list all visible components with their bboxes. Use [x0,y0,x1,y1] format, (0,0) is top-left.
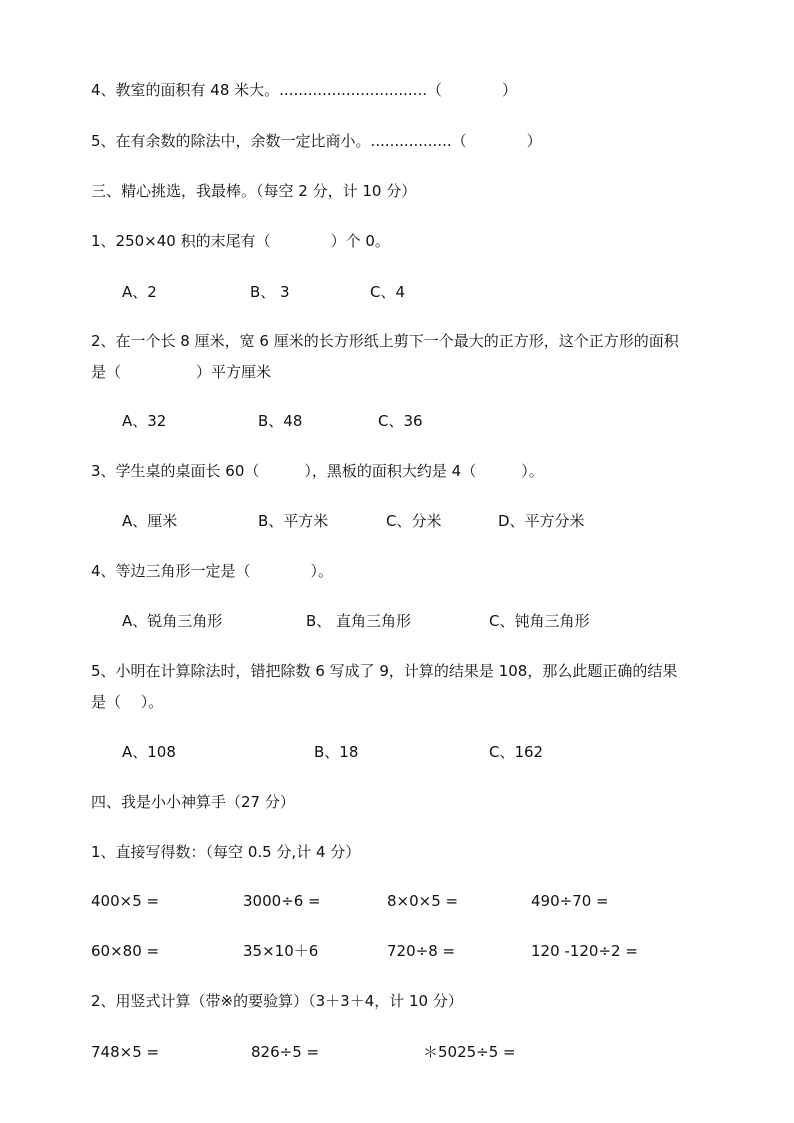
oral-calc-item: 3000÷6 = [243,892,321,910]
choice-question-1: 1、250×40 积的末尾有（ ）个 0。 [91,232,390,250]
choice-option: D、平方分米 [498,512,585,530]
choice-option: C、4 [370,283,406,301]
oral-calc-item: 8×0×5 = [387,892,459,910]
section-3-title: 三、精心挑选，我最棒。（每空 2 分，计 10 分） [91,182,417,200]
oral-calc-item: 35×10＋6 [243,942,319,960]
vertical-calc-item: 826÷5 = [251,1043,320,1061]
choice-option: B、平方米 [258,512,329,530]
oral-calc-item: 60×80 = [91,942,160,960]
oral-calc-item: 120 -120÷2 = [531,942,638,960]
choice-option: C、分米 [386,512,442,530]
choice-question-5-line2: 是（ ）。 [91,693,164,711]
choice-question-2-line1: 2、在一个长 8 厘米，宽 6 厘米的长方形纸上剪下一个最大的正方形，这个正方形的面积 [91,332,679,350]
vertical-calc-item: ＊5025÷5 = [423,1043,516,1061]
choice-question-4: 4、等边三角形一定是（ ）。 [91,562,334,580]
choice-question-2-line2: 是（ ）平方厘米 [91,363,272,381]
part-2-title: 2、用竖式计算（带※的要验算）（3＋3＋4，计 10 分） [91,992,463,1010]
section-4-title: 四、我是小小神算手（27 分） [91,793,295,811]
choice-option: B、18 [314,743,359,761]
choice-question-5-line1: 5、小明在计算除法时，错把除数 6 写成了 9，计算的结果是 108，那么此题正确的结果 [91,662,678,680]
choice-option: C、162 [489,743,544,761]
choice-option: C、钝角三角形 [489,612,590,630]
choice-option: A、32 [122,412,167,430]
choice-option: C、36 [378,412,423,430]
choice-question-3: 3、学生桌的桌面长 60（ ），黑板的面积大约是 4（ ）。 [91,462,544,480]
choice-option: A、厘米 [122,512,178,530]
oral-calc-item: 400×5 = [91,892,160,910]
choice-option: B、 直角三角形 [306,612,412,630]
choice-option: A、锐角三角形 [122,612,223,630]
oral-calc-item: 720÷8 = [387,942,456,960]
choice-option: B、 3 [250,283,290,301]
choice-option: B、48 [258,412,303,430]
choice-option: A、2 [122,283,157,301]
vertical-calc-item: 748×5 = [91,1043,160,1061]
part-1-title: 1、直接写得数：（每空 0.5 分,计 4 分） [91,843,361,861]
choice-option: A、108 [122,743,176,761]
judge-question-4: 4、教室的面积有 48 米大。...............................（ ） [91,81,517,99]
oral-calc-item: 490÷70 = [531,892,609,910]
judge-question-5: 5、在有余数的除法中，余数一定比商小。.................（ ） [91,132,542,150]
